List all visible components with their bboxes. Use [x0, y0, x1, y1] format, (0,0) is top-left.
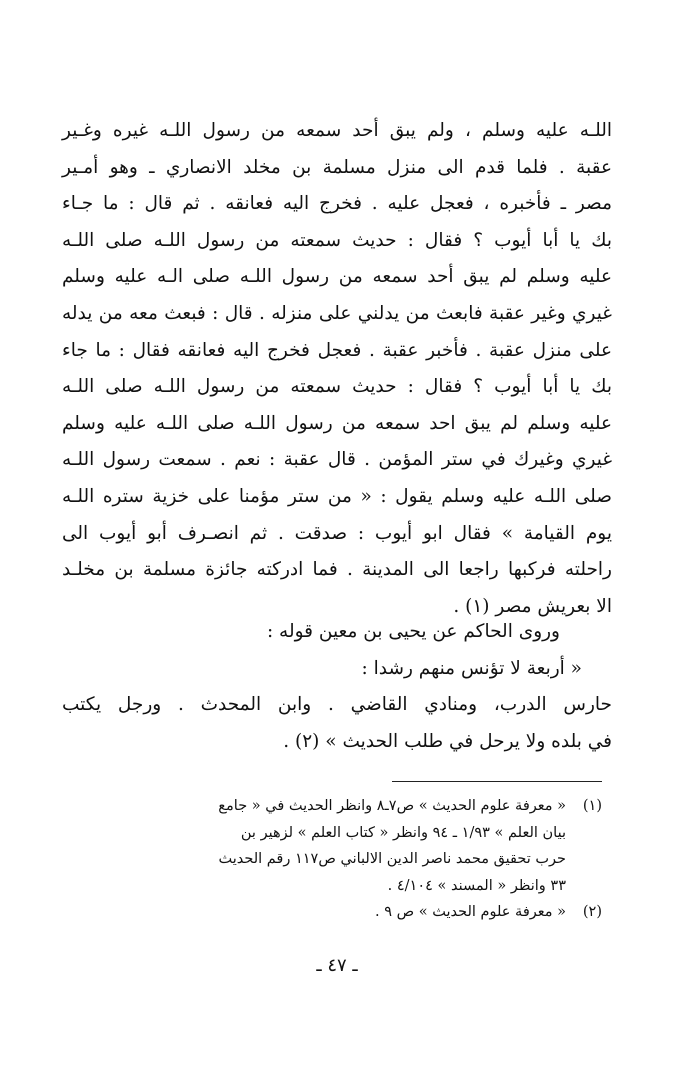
text-line: صلى اللـه عليه وسلم يقول : « من ستر مؤمنا على خزية ستره اللـه: [62, 485, 612, 507]
quote-line: في بلده ولا يرحل في طلب الحديث » (٢) .: [283, 730, 612, 752]
text-line: الا بعريش مصر (١) .: [453, 595, 612, 617]
footnote-divider: [392, 781, 602, 782]
text-line: غيري وغيرك في ستر المؤمن . قال عقبة : نعم . سمعت رسول اللـه: [62, 449, 612, 471]
footnote-number: (١): [582, 798, 602, 814]
quotation-block: [62, 614, 612, 760]
footnote-number: (٢): [582, 904, 602, 920]
footnote-line: ٣٣ وانظر « المسند » ٤/١٠٤ .: [387, 877, 566, 894]
footnote-text: « معرفة علوم الحديث » ص٧ـ٨ وانظر الحديث في « جامع: [218, 798, 566, 814]
main-text: [62, 113, 612, 625]
text-line: راحلته فركبها راجعا الى المدينة . فما ادركته جائزة مسلمة بن مخلـد: [62, 559, 612, 581]
text-line: بك يا أبا أيوب ؟ فقال : حديث سمعته من رسول اللـه صلى اللـه: [62, 229, 612, 251]
text-line: عقبة . فلما قدم الى منزل مسلمة بن مخلد الانصاري ـ وهو أمـير: [62, 156, 612, 178]
page-number: ـ ٤٧ ـ: [316, 955, 358, 976]
footnote-text: « معرفة علوم الحديث » ص ٩ .: [374, 904, 566, 920]
text-line: عليه وسلم لم يبق أحد سمعه من رسول اللـه صلى الـه عليه وسلم: [62, 266, 612, 288]
footnote-line: [76, 899, 602, 926]
text-line: بك يا أبا أيوب ؟ فقال : حديث سمعته من رسول اللـه صلى اللـه: [62, 376, 612, 398]
text-line: عليه وسلم لم يبق احد سمعه من رسول اللـه صلى اللـه عليه وسلم: [62, 412, 612, 434]
quote-heading: « أربعة لا تؤنس منهم رشدا :: [361, 657, 582, 679]
text-line: اللـه عليه وسلم ، ولم يبق أحد سمعه من رسول اللـه غيره وغـير: [62, 120, 612, 141]
text-line: غيري وغير عقبة فابعث من يدلني على منزله . قال : فبعث معه من يدله: [62, 302, 612, 324]
text-line: يوم القيامة » فقال ابو أيوب : صدقت . ثم انصـرف أبو أيوب الى: [62, 522, 612, 544]
narration-line: وروى الحاكم عن يحيى بن معين قوله :: [266, 621, 560, 642]
quote-line: حارس الدرب، ومنادي القاضي . وابن المحدث . ورجل يكتب: [62, 694, 612, 716]
footnotes: [76, 793, 602, 926]
footnote-line: [76, 793, 602, 820]
footnote-line: بيان العلم » ١/٩٣ ـ ٩٤ وانظر « كتاب العلم » لزهير بن: [240, 824, 566, 841]
footnote-line: حرب تحقيق محمد ناصر الدين الالباني ص١١٧ رقم الحديث: [218, 851, 566, 867]
text-line: مصر ـ فأخبره ، فعجل عليه . فخرج اليه فعانقه . ثم قال : ما جـاء: [62, 193, 612, 215]
text-line: على منزل عقبة . فأخبر عقبة . فعجل فخرج اليه فعانقه فقال : ما جاء: [62, 339, 612, 361]
